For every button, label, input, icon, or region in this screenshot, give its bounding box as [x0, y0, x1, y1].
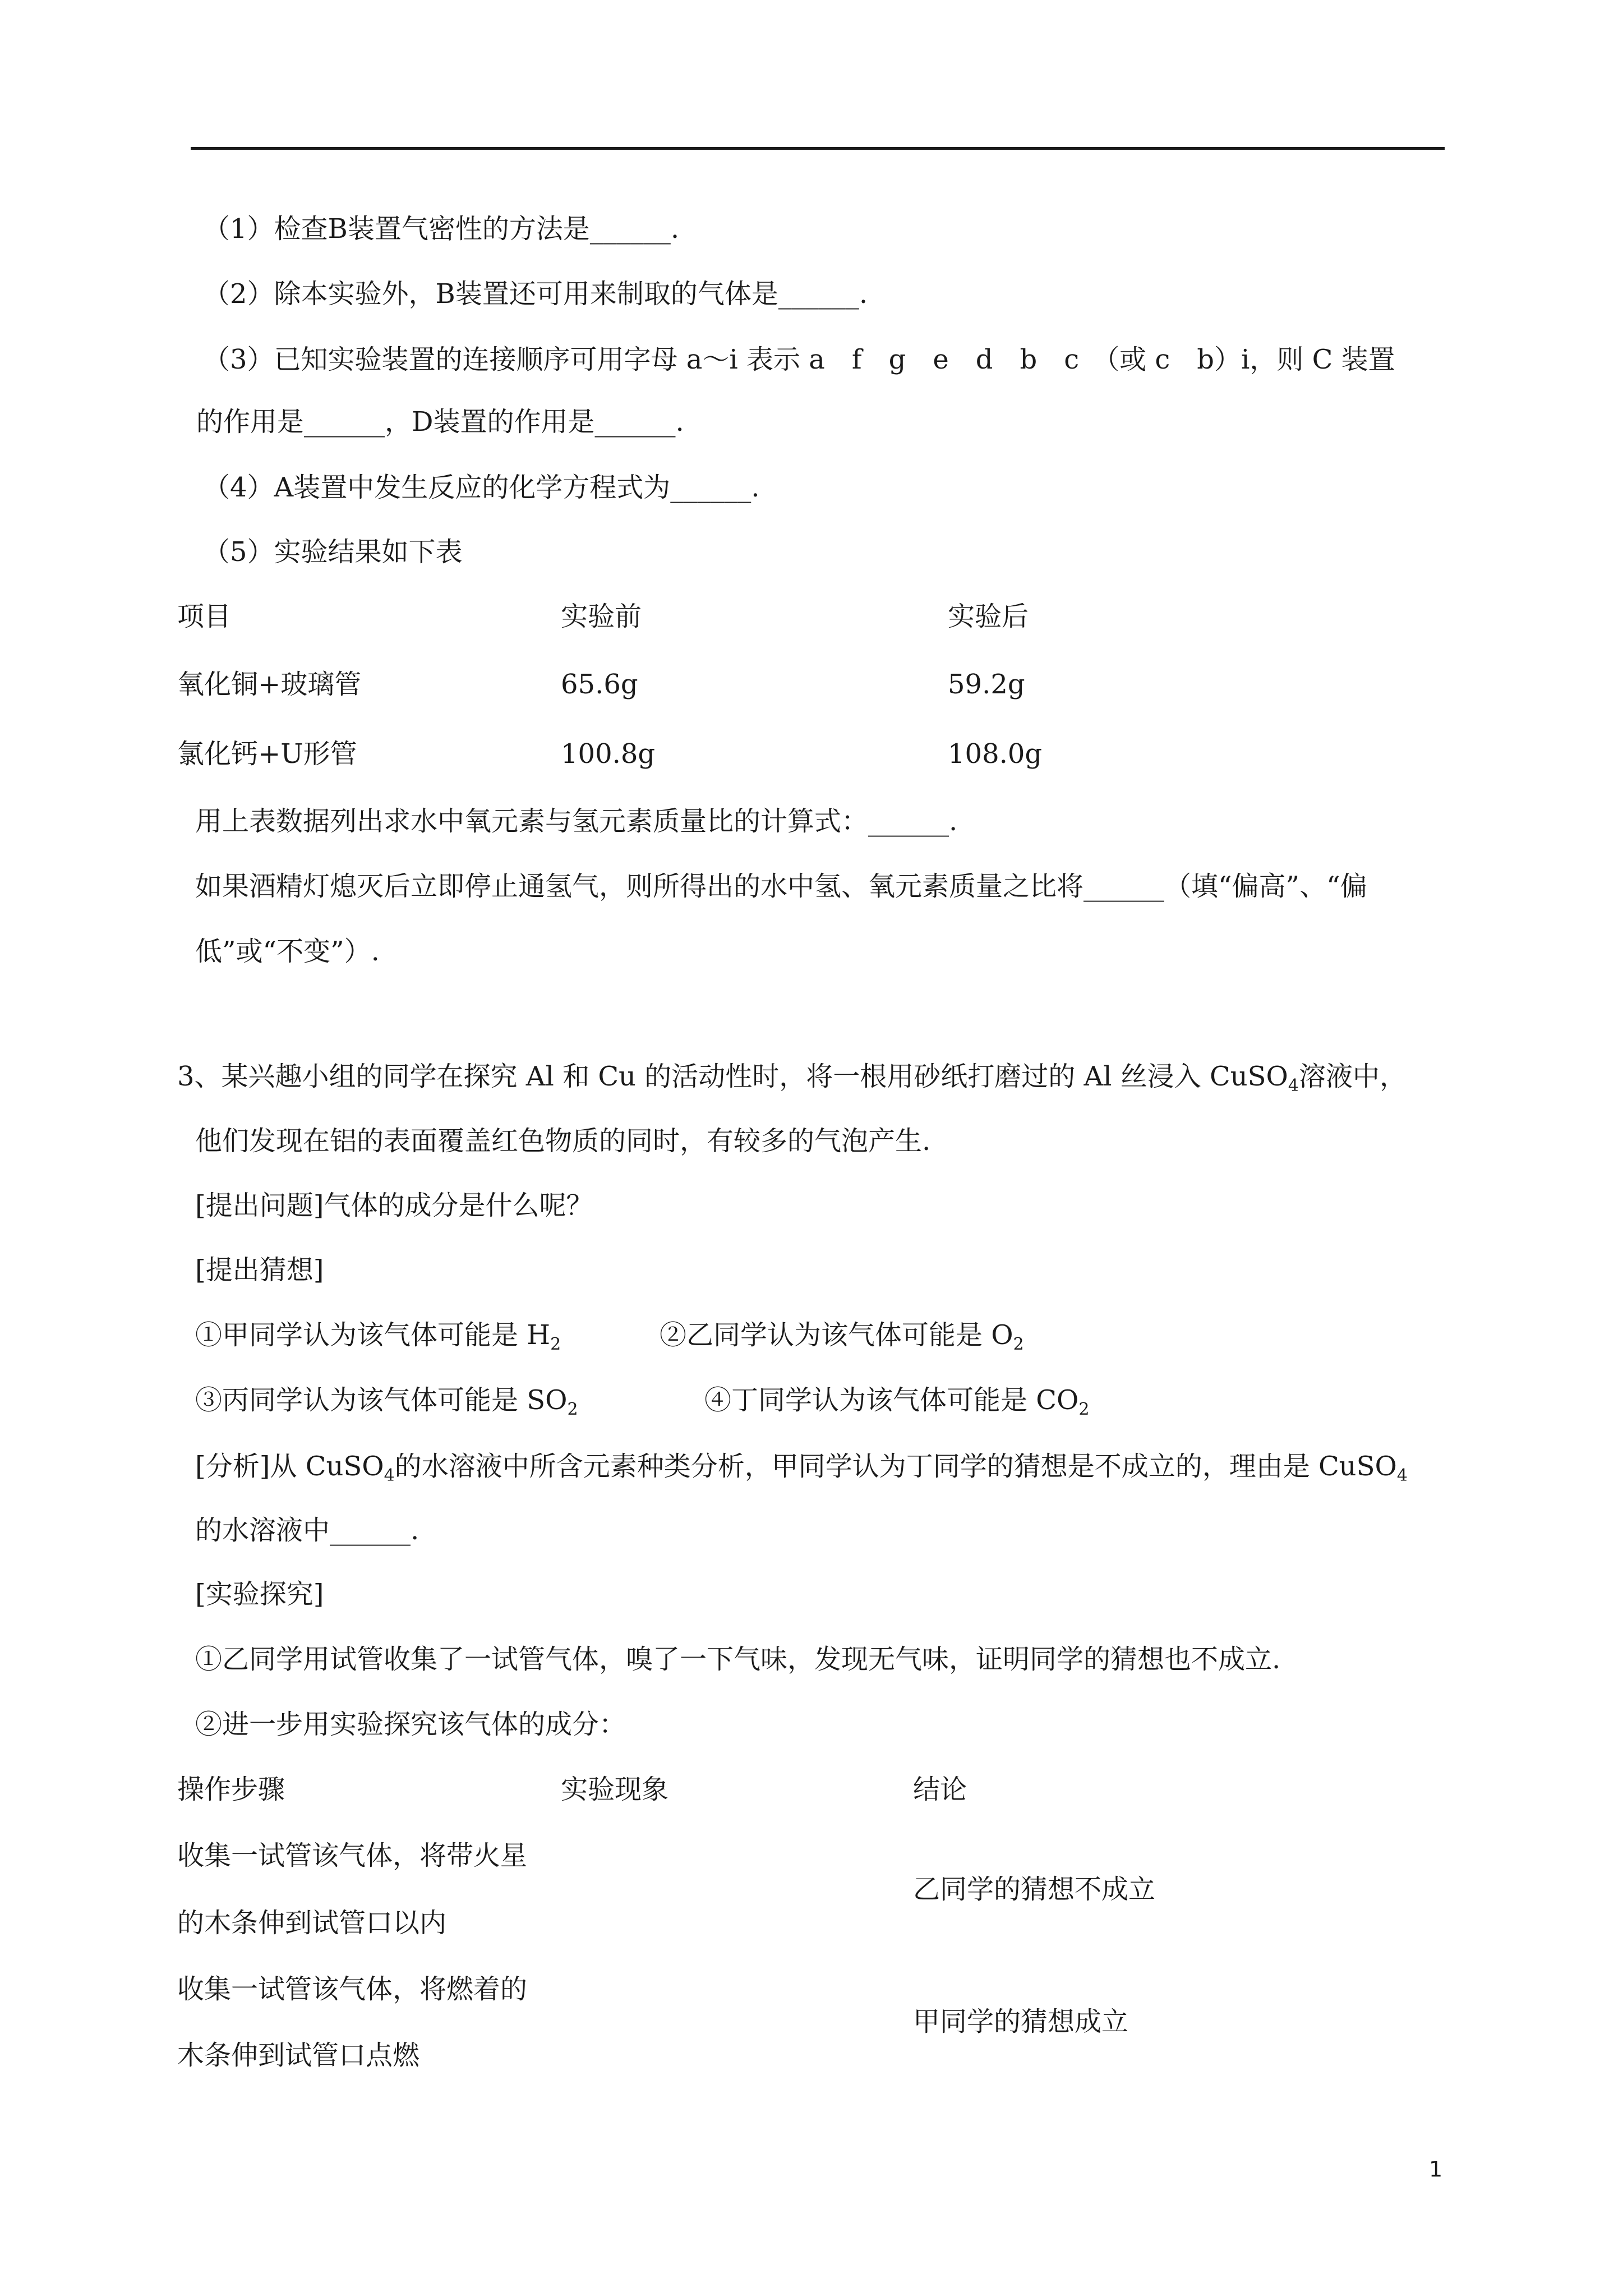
table1-header-item: 项目 [177, 601, 232, 632]
q3-question: [提出问题]气体的成分是什么呢？ [195, 1190, 593, 1221]
q3-experiment-2: ②进一步用实验探究该气体的成分： [195, 1709, 626, 1740]
table2-row1-conclusion: 乙同学的猜想不成立 [913, 1874, 1156, 1905]
table1-row2-after: 108.0g [948, 738, 1043, 770]
analysis-sub-2: 4 [1396, 1466, 1408, 1485]
q3-analysis-line1 [195, 1451, 1408, 1485]
hypothesis-1-text: ①甲同学认为该气体可能是 H [195, 1319, 551, 1351]
hypothesis-2-sub: 2 [1013, 1335, 1024, 1354]
analysis-sub-1: 4 [384, 1466, 395, 1485]
hypothesis-3-text: ③丙同学认为该气体可能是 SO [195, 1384, 568, 1416]
table1-header-before: 实验前 [561, 601, 642, 632]
q3-experiment-title: [实验探究] [195, 1579, 324, 1610]
q2-part1: （1）检查B装置气密性的方法是______. [203, 213, 680, 245]
hypothesis-1-sub: 2 [550, 1335, 561, 1354]
table2-row2-step-line1: 收集一试管该气体，将燃着的 [177, 1973, 528, 2005]
table2-row1-step-line1: 收集一试管该气体，将带火星 [177, 1840, 528, 1871]
q2-bias-line1: 如果酒精灯熄灭后立即停止通氢气，则所得出的水中氢、氧元素质量之比将______（填“偏高”、“偏 [195, 871, 1367, 902]
page-number: 1 [1429, 2157, 1443, 2182]
q2-part3-line1: （3）已知实验装置的连接顺序可用字母 a～i 表示 a f g e d b c （或 c b）i，则 C 装置 [203, 344, 1395, 375]
q2-part2: （2）除本实验外，B装置还可用来制取的气体是______. [203, 278, 868, 310]
q3-intro-line1 [177, 1061, 1407, 1096]
hypothesis-1 [195, 1319, 561, 1354]
hypothesis-4 [704, 1384, 1090, 1419]
table2-header-phenomenon: 实验现象 [561, 1774, 669, 1805]
table1-header-after: 实验后 [948, 601, 1029, 632]
header-rule [191, 147, 1445, 150]
table2-row2-step-line2: 木条伸到试管口点燃 [177, 2040, 420, 2071]
q3-intro-sub: 4 [1288, 1076, 1299, 1096]
hypothesis-2-text: ②乙同学认为该气体可能是 O [660, 1319, 1013, 1351]
hypothesis-2 [660, 1319, 1024, 1354]
table2-row1-step-line2: 的木条伸到试管口以内 [177, 1907, 447, 1939]
table1-row1-item: 氧化铜+玻璃管 [177, 669, 362, 700]
q3-experiment-1: ①乙同学用试管收集了一试管气体，嗅了一下气味，发现无气味，证明同学的猜想也不成立. [195, 1644, 1281, 1675]
analysis-text-1: [分析]从 CuSO [195, 1451, 384, 1482]
hypothesis-3-sub: 2 [567, 1400, 578, 1419]
hypothesis-4-sub: 2 [1078, 1400, 1090, 1419]
q3-intro-line2: 他们发现在铝的表面覆盖红色物质的同时，有较多的气泡产生. [195, 1125, 931, 1157]
q3-intro-text-end: 溶液中， [1299, 1061, 1407, 1092]
hypothesis-4-text: ④丁同学认为该气体可能是 CO [704, 1384, 1079, 1416]
table2-header-conclusion: 结论 [913, 1774, 967, 1805]
table2-header-step: 操作步骤 [177, 1774, 285, 1805]
q2-part3-line2: 的作用是______，D装置的作用是______. [196, 406, 684, 438]
q2-bias-line2: 低”或“不变”）. [195, 936, 380, 967]
q2-part4: （4）A装置中发生反应的化学方程式为______. [203, 472, 760, 503]
table1-row2-before: 100.8g [561, 738, 656, 770]
table1-row2-item: 氯化钙+U形管 [177, 738, 357, 770]
q2-calc: 用上表数据列出求水中氧元素与氢元素质量比的计算式：______. [195, 806, 958, 837]
hypothesis-3 [195, 1384, 578, 1419]
analysis-text-2: 的水溶液中所含元素种类分析，甲同学认为丁同学的猜想是不成立的，理由是 CuSO [394, 1451, 1397, 1482]
table2-row2-conclusion: 甲同学的猜想成立 [913, 2006, 1129, 2037]
q3-intro-text: 3、某兴趣小组的同学在探究 Al 和 Cu 的活动性时，将一根用砂纸打磨过的 Al 丝浸入 CuSO [177, 1061, 1288, 1092]
q3-hypothesis-title: [提出猜想] [195, 1254, 324, 1286]
table1-row1-after: 59.2g [948, 669, 1025, 700]
q2-part5: （5）实验结果如下表 [203, 536, 463, 568]
q3-analysis-line2: 的水溶液中______. [195, 1515, 419, 1546]
table1-row1-before: 65.6g [561, 669, 638, 700]
